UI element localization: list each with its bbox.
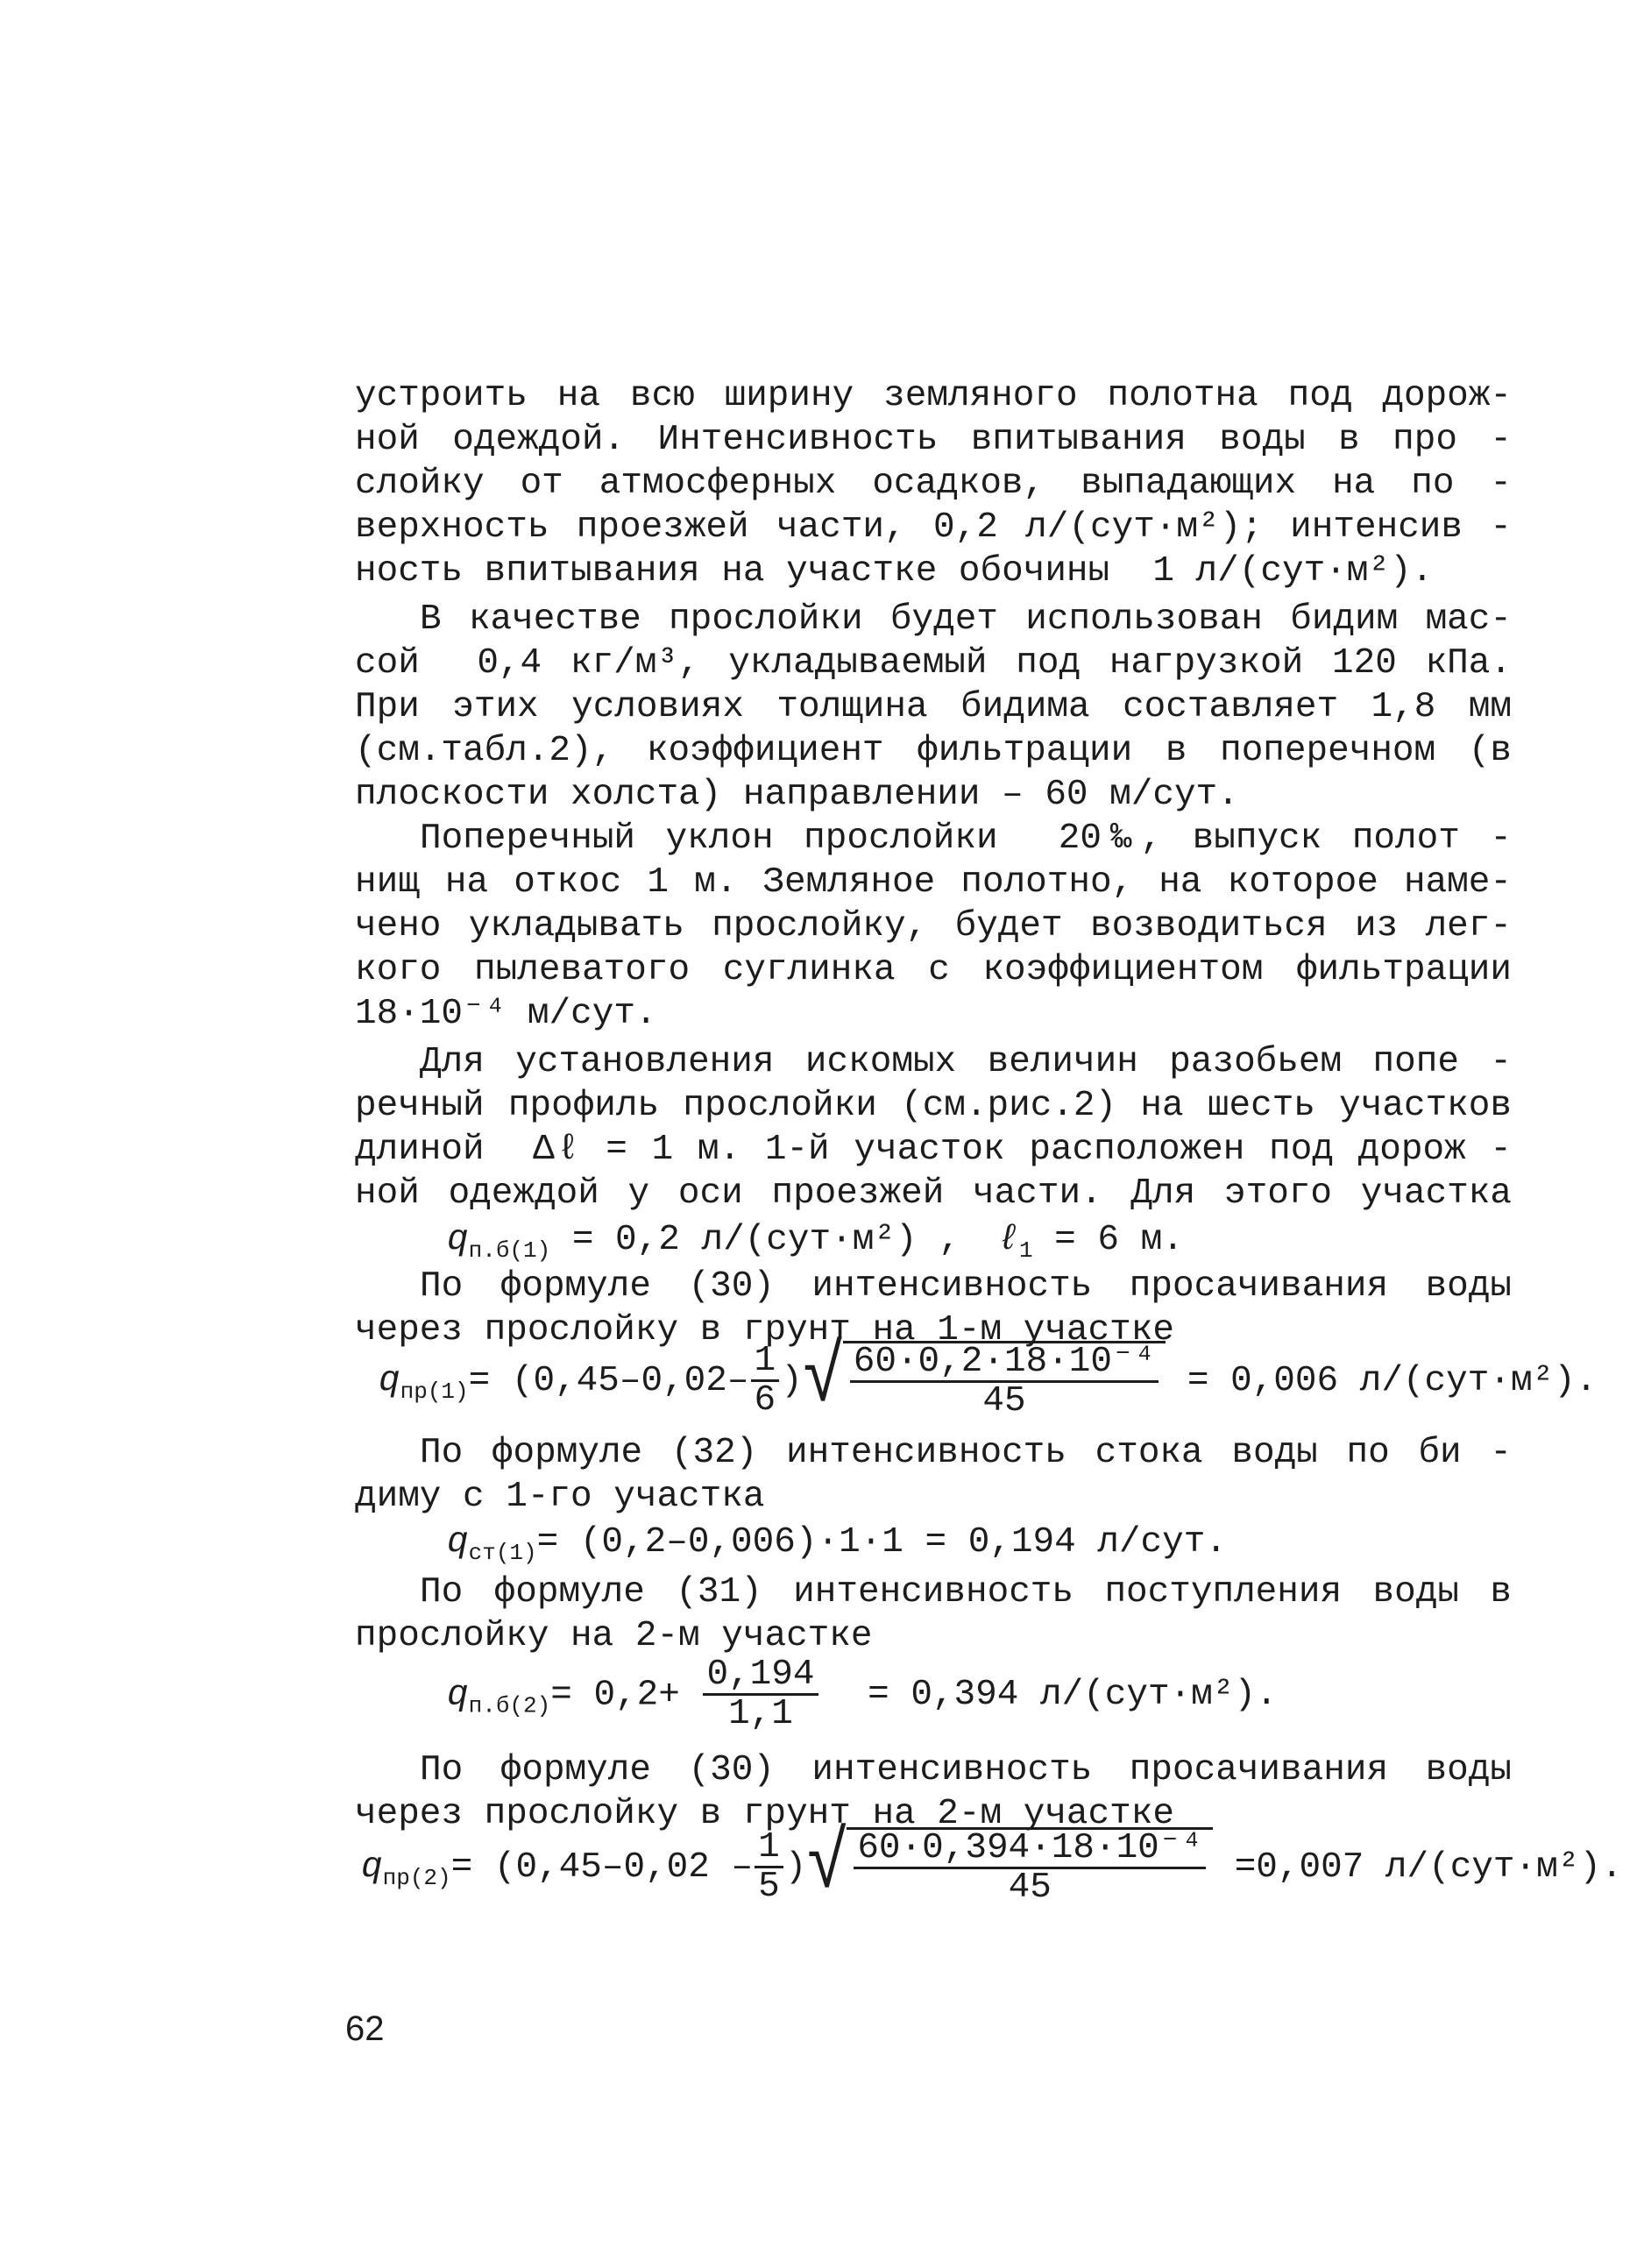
- text-line: устроить на всю ширину земляного полотна под дорож-: [355, 376, 1512, 416]
- formula-q-pb1: $q_{п.б(1)} = 0,2$ л/(сут·м²) , ℓ$_1$ = 6 м.: [447, 1220, 1184, 1265]
- text-line: плоскости холста) направлении – 60 м/сут.: [355, 775, 1239, 815]
- text-line: речный профиль прослойки (см.рис.2) на шесть участков: [355, 1086, 1512, 1126]
- text-line: По формуле (30) интенсивность просачивания воды: [420, 1750, 1512, 1790]
- text-line: сой 0,4 кг/м³, укладываемый под нагрузкой 120 кПа.: [355, 643, 1512, 684]
- fraction: $\frac{1}{5}$: [755, 1829, 783, 1905]
- radical-sign: √: [806, 1820, 849, 1912]
- text-line: прослойку на 2-м участке: [355, 1616, 873, 1656]
- formula-q-pr1: $q_{пр(1)}= (0,45-0,02-$ $\frac{1}{6}$ )√ $\frac{\text{60·0,2·18·10⁻⁴}}{45}$ = 0,006 л/(сут·м²).: [379, 1334, 1598, 1426]
- text-line: ность впитывания на участке обочины 1 л/(сут·м²).: [355, 551, 1434, 592]
- text-line: В качестве прослойки будет использован бидим мас-: [420, 599, 1512, 640]
- text-line: Для установления искомых величин разобьем попе -: [420, 1042, 1512, 1082]
- text-line: верхность проезжей части, 0,2 л/(сут·м²); интенсив -: [355, 507, 1512, 548]
- text-line: через прослойку в грунт на 1-м участке: [355, 1310, 1174, 1350]
- text-line: длиной Δℓ = 1 м. 1-й участок расположен под дорож -: [355, 1130, 1512, 1170]
- text-line: Поперечный уклон прослойки 20‰, выпуск полот -: [420, 819, 1512, 859]
- text-line: По формуле (31) интенсивность поступления воды в: [420, 1572, 1512, 1612]
- text-line: 18·10⁻⁴ м/сут.: [355, 994, 657, 1034]
- radicand: $\frac{\text{60·0,2·18·10⁻⁴}}{45}$: [843, 1341, 1166, 1420]
- text-line: По формуле (30) интенсивность просачивания воды: [420, 1266, 1512, 1307]
- text-line: (см.табл.2), коэффициент фильтрации в поперечном (в: [355, 731, 1512, 771]
- text-line: нищ на откос 1 м. Земляное полотно, на которое наме-: [355, 862, 1512, 903]
- fraction: $\frac{0,194}{1,1}$: [703, 1656, 818, 1733]
- text-line: По формуле (32) интенсивность стока воды по би -: [420, 1433, 1512, 1473]
- formula-q-st1: $q_{ст(1)}= (0,2-0,006)\cdot 1\cdot 1 = 0,194$ л/сут.: [447, 1522, 1227, 1567]
- text-line: слойку от атмосферных осадков, выпадающих на по -: [355, 464, 1512, 504]
- text-line: кого пылеватого суглинка с коэффициентом фильтрации: [355, 950, 1512, 990]
- formula-q-pr2: $q_{пр(2)}= (0,45-0,02$ – $\frac{1}{5}$ )√ $\frac{\text{60·0,394·18·10⁻⁴}}{45}$ =0,007 л/(сут·м²).: [361, 1820, 1623, 1912]
- text-line: ной одеждой у оси проезжей части. Для этого участка: [355, 1173, 1512, 1214]
- formula-q-pb2: $q_{п.б(2)}= 0,2+$ $\frac{0,194}{1,1}$ = 0,394 л/(сут·м²).: [447, 1655, 1278, 1734]
- radical-sign: √: [802, 1334, 845, 1426]
- radicand: $\frac{\text{60·0,394·18·10⁻⁴}}{45}$: [847, 1827, 1213, 1906]
- text-line: через прослойку в грунт на 2-м участке: [355, 1794, 1174, 1834]
- text-line: чено укладывать прослойку, будет возводиться из лег-: [355, 906, 1512, 946]
- page-number: 62: [345, 2009, 385, 2048]
- text-line: При этих условиях толщина бидима составляет 1,8 мм: [355, 687, 1512, 727]
- text-line: диму с 1-го участка: [355, 1477, 765, 1517]
- fraction: $\frac{1}{6}$: [751, 1343, 780, 1419]
- text-line: ной одеждой. Интенсивность впитывания воды в про -: [355, 420, 1512, 460]
